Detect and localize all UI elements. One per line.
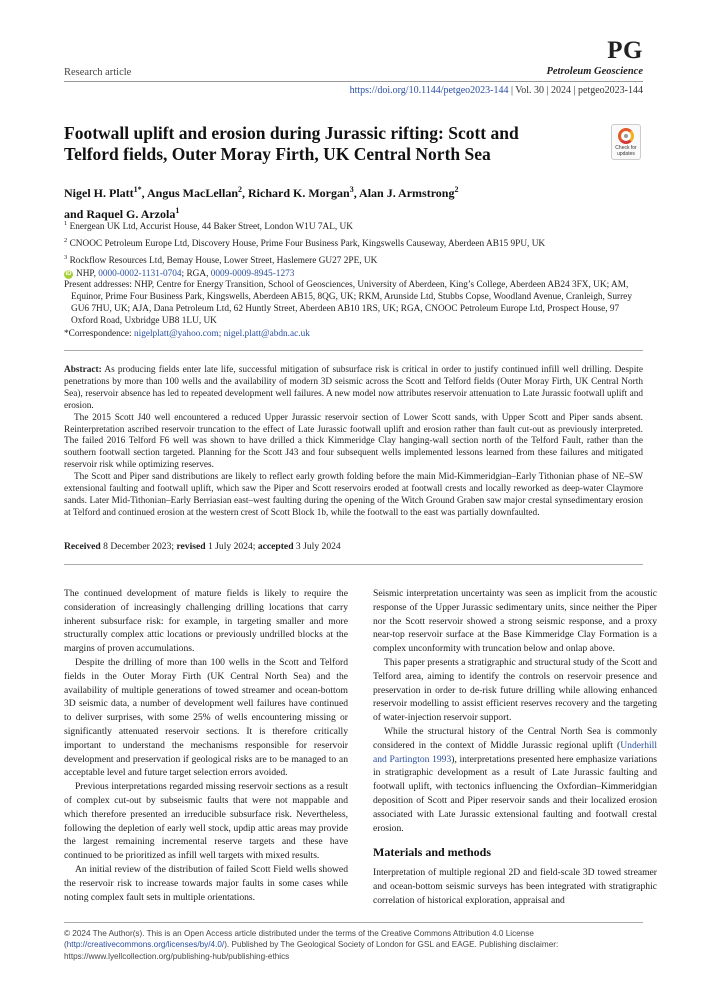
abstract-top-rule (64, 350, 643, 351)
license-footer: © 2024 The Author(s). This is an Open Access article distributed under the terms of the Creative Commons Attribution 4.0 License (http://creativecommons.org/licenses/by/4.0/). Published by The Geological Society of London for GSL and EAGE. Publishing disclaimer: https://www.lyellcollection.org/publishing-hub/publishing-ethics (64, 929, 559, 961)
abstract-label: Abstract: (64, 365, 102, 375)
article-dates: Received 8 December 2023; revised 1 July 2024; accepted 3 July 2024 (64, 541, 341, 552)
author-name: Alan J. Armstrong (359, 186, 455, 200)
body-top-rule (64, 564, 643, 565)
article-title: Footwall uplift and erosion during Jurassic rifting: Scott and Telford fields, Outer Moray Firth, UK Central North Sea (64, 123, 519, 164)
body-paragraph: Interpretation of multiple regional 2D and field-scale 3D towed streamer and ocean-bottom seismic surveys has been integrated with stratigraphic correlation of historical exploration, appraisal and (373, 867, 657, 906)
doi-link[interactable]: https://doi.org/10.1144/petgeo2023-144 (349, 85, 509, 96)
journal-branding (546, 38, 643, 77)
affiliation-text: Rockflow Resources Ltd, Bemay House, Lower Street, Haslemere GU27 2PE, UK (67, 255, 378, 266)
abstract (64, 365, 643, 520)
author-name: Richard K. Morgan (248, 186, 350, 200)
body-paragraph: Previous interpretations regarded missing reservoir sections as a result of complex cut-out by subseismic faults that were not mappable and which therefore presented an irreducible subsurface risk. Nevertheless, following the depletion of early well stock, updip attic areas may provide the largest remaining incremental reserve targets and these have continued to be prioritized as infill well targets with mixed results. (64, 781, 348, 862)
author-affiliation-marker: 1* (133, 185, 142, 194)
header-rule (64, 81, 643, 82)
orcid-link-nhp[interactable]: 0000-0002-1131-0704 (98, 268, 182, 279)
affiliation-item (64, 218, 644, 234)
check-updates-label: Check for updates (615, 145, 637, 157)
author-list (64, 181, 624, 223)
author-affiliation-marker: 2 (454, 185, 459, 194)
section-label: Research article (64, 67, 132, 78)
affiliation-item (64, 252, 644, 268)
body-paragraph: This paper presents a stratigraphic and structural study of the Scott and Telford area, aiming to identify the controls on reservoir presence and preservation in order to de-risk future drilling while allowing enhanced reservoir modelling to assist efficient reserves recovery and the targeting of water-injection reservoir support. (373, 656, 657, 724)
correspondence: *Correspondence: nigelplatt@yahoo.com; nigel.platt@abdn.ac.uk (64, 328, 310, 339)
journal-name: Petroleum Geoscience (546, 66, 643, 77)
author-name: Nigel H. Platt (64, 186, 134, 200)
orcid-icon: iD (65, 271, 72, 278)
author-affiliation-marker: 1 (175, 206, 180, 215)
affiliation-item (64, 235, 644, 251)
abstract-paragraph: Abstract: As producing fields enter late life, successful mitigation of subsurface risk is critical in order to justify continued infill well drilling. Despite penetrations by more than 100 wells and the availability of modern 3D seismic across the Scott and Telford fields (Outer Moray Firth, UK Central North Sea), reservoir absence has led to repeated development well failures. A new model now attributes reservoir attenuation to Late Jurassic footwall uplift and erosion. (64, 365, 643, 411)
license-link[interactable]: http://creativecommons.org/licenses/by/4.0/ (66, 940, 225, 950)
citation-info: | Vol. 30 | 2024 | petgeo2023-144 (508, 85, 643, 96)
check-updates-icon (618, 128, 634, 144)
body-column-left (64, 587, 348, 904)
body-paragraph: An initial review of the distribution of failed Scott Field wells showed the reservoir risk to increase towards major faults in some cases while noting complex fault sets in multiple orientations. (64, 863, 348, 903)
body-paragraph: Seismic interpretation uncertainty was seen as implicit from the acoustic response of the Upper Jurassic sedimentary units, since neither the Piper nor the Scott reservoir showed a strong seismic response, and a proxy near-top reservoir surface at the Base Kimmeridge Clay Formation is a complex unconformity with truncation below and onlap above. (373, 588, 657, 655)
author-affiliation-marker: 3 (349, 185, 354, 194)
abstract-paragraph: The Scott and Piper sand distributions are likely to reflect early growth folding before the main Mid-Kimmeridgian–Early Tithonian phase of NE–SW extensional faulting and footwall uplift, which saw the Piper and Scott reservoirs eroded at footwall crests and locally reworked as deep-water Claymore sands. Later Mid-Tithonian–Early Berriasian east–west faulting during the opening of the Witch Ground Graben saw major crestal synsedimentary erosion at Telford and continued erosion at the western crest of Scott Block 1b, while the footwall to the east was partially downfaulted. (64, 472, 643, 518)
affiliation-number: 2 (64, 236, 68, 244)
affiliation-number: 1 (64, 220, 68, 227)
affiliation-text: Energean UK Ltd, Accurist House, 44 Baker Street, London W1U 7AL, UK (67, 222, 353, 233)
present-addresses: Present addresses: NHP, Centre for Energy Transition, School of Geosciences, University of Aberdeen, King’s College, Aberdeen AB24 3FX, UK; AM, Equinor, Prime Four Business Park, Kingswells, Aberdeen AB15, 8QG, UK; RKM, Arunside Ltd, Stubbs Copse, Woodland Avenue, Cranleigh, Surrey GU6 7HU, UK; AJA, Dana Petroleum Ltd, 62 Huntly Street, Aberdeen AB10 1RS, UK; RGA, CNOOC Petroleum Europe Ltd, Prospect House, 97 Oxford Road, Uxbridge UB8 1LU, UK (64, 280, 632, 326)
orcid-link-rga[interactable]: 0009-0009-8945-1273 (210, 268, 295, 279)
affiliation-list (64, 218, 644, 268)
check-for-updates-badge[interactable] (611, 124, 641, 160)
section-heading: Materials and methods (373, 845, 491, 860)
correspondence-emails[interactable]: nigelplatt@yahoo.com; nigel.platt@abdn.ac.uk (133, 328, 310, 339)
body-paragraph: The continued development of mature fields is likely to require the consideration of increasingly challenging drilling locations that carry inherent subsurface risk: for example, in targeting smaller and more structurally complex attic locations or previously undrilled blocks at the margins of proven accumulations. (64, 588, 348, 655)
citation-link[interactable]: Underhill and Partington 1993 (373, 739, 657, 765)
author-line-1: Nigel H. Platt$^{1*}$, Angus MacLellan$^2$, Richard K. Morgan$^3$, Alan J. Armstrong$^2$ (64, 185, 459, 200)
doi-line (350, 85, 643, 96)
affiliation-number: 3 (64, 253, 68, 261)
footer-rule (64, 922, 643, 923)
affiliations (64, 218, 644, 340)
abstract-paragraph: The 2015 Scott J40 well encountered a reduced Upper Jurassic reservoir section of Lower Scott sands, with Upper Scott and Piper sands absent. Reinterpretation ascribed reservoir truncation to the effect of Late Jurassic footwall uplift and erosion rather than fault cut-out as previously interpreted. The failed 2016 Telford F6 well was shown to have drilled a thick Kimmeridge Clay hanging-wall section north of the Telford Fault, rather than the southern footwall section targeted. Planning for the Scott J43 and four subsequent wells implemented lessons learned from these failures and mitigated reservoir risk while optimizing reserves. (64, 412, 643, 471)
affiliation-text: CNOOC Petroleum Europe Ltd, Discovery House, Prime Four Business Park, Kingswells Causeway, Aberdeen AB15 9PU, UK (67, 238, 546, 249)
body-paragraph: While the structural history of the Central North Sea is commonly considered in the context of Middle Jurassic regional uplift (Underhill and Partington 1993), interpretations presented here emphasize variations in stratigraphic development as a result of Late Jurassic faulting and footwall uplift, with tectonics influencing the Oxfordian–Kimmeridgian deposition of Scott and Piper reservoir sands and their localized erosion associated with Late Jurassic extensional faulting and footwall crestal erosion. (373, 725, 657, 834)
body-column-right (373, 587, 657, 908)
author-affiliation-marker: 2 (238, 185, 243, 194)
orcid-line: iD NHP, 0000-0002-1131-0704; RGA, 0009-0009-8945-1273 (65, 268, 295, 279)
body-paragraph: Despite the drilling of more than 100 wells in the Scott and Telford fields in the Outer Moray Firth (UK Central North Sea) and the availability of multiple generations of towed streamer and ocean-bottom 3D seismic data, a number of development well failures have continued to deliver surprises, with some 25% of wells encountering missing or significantly attenuated reservoir sections. It is therefore critically important to understand the mechanisms responsible for reservoir development and preservation if geological risks are to be managed to an acceptable level and future target selection errors avoided. (64, 656, 348, 779)
journal-logo: PG (607, 37, 643, 64)
author-name: and Raquel G. Arzola (64, 207, 176, 221)
author-name: Angus MacLellan (147, 186, 239, 200)
